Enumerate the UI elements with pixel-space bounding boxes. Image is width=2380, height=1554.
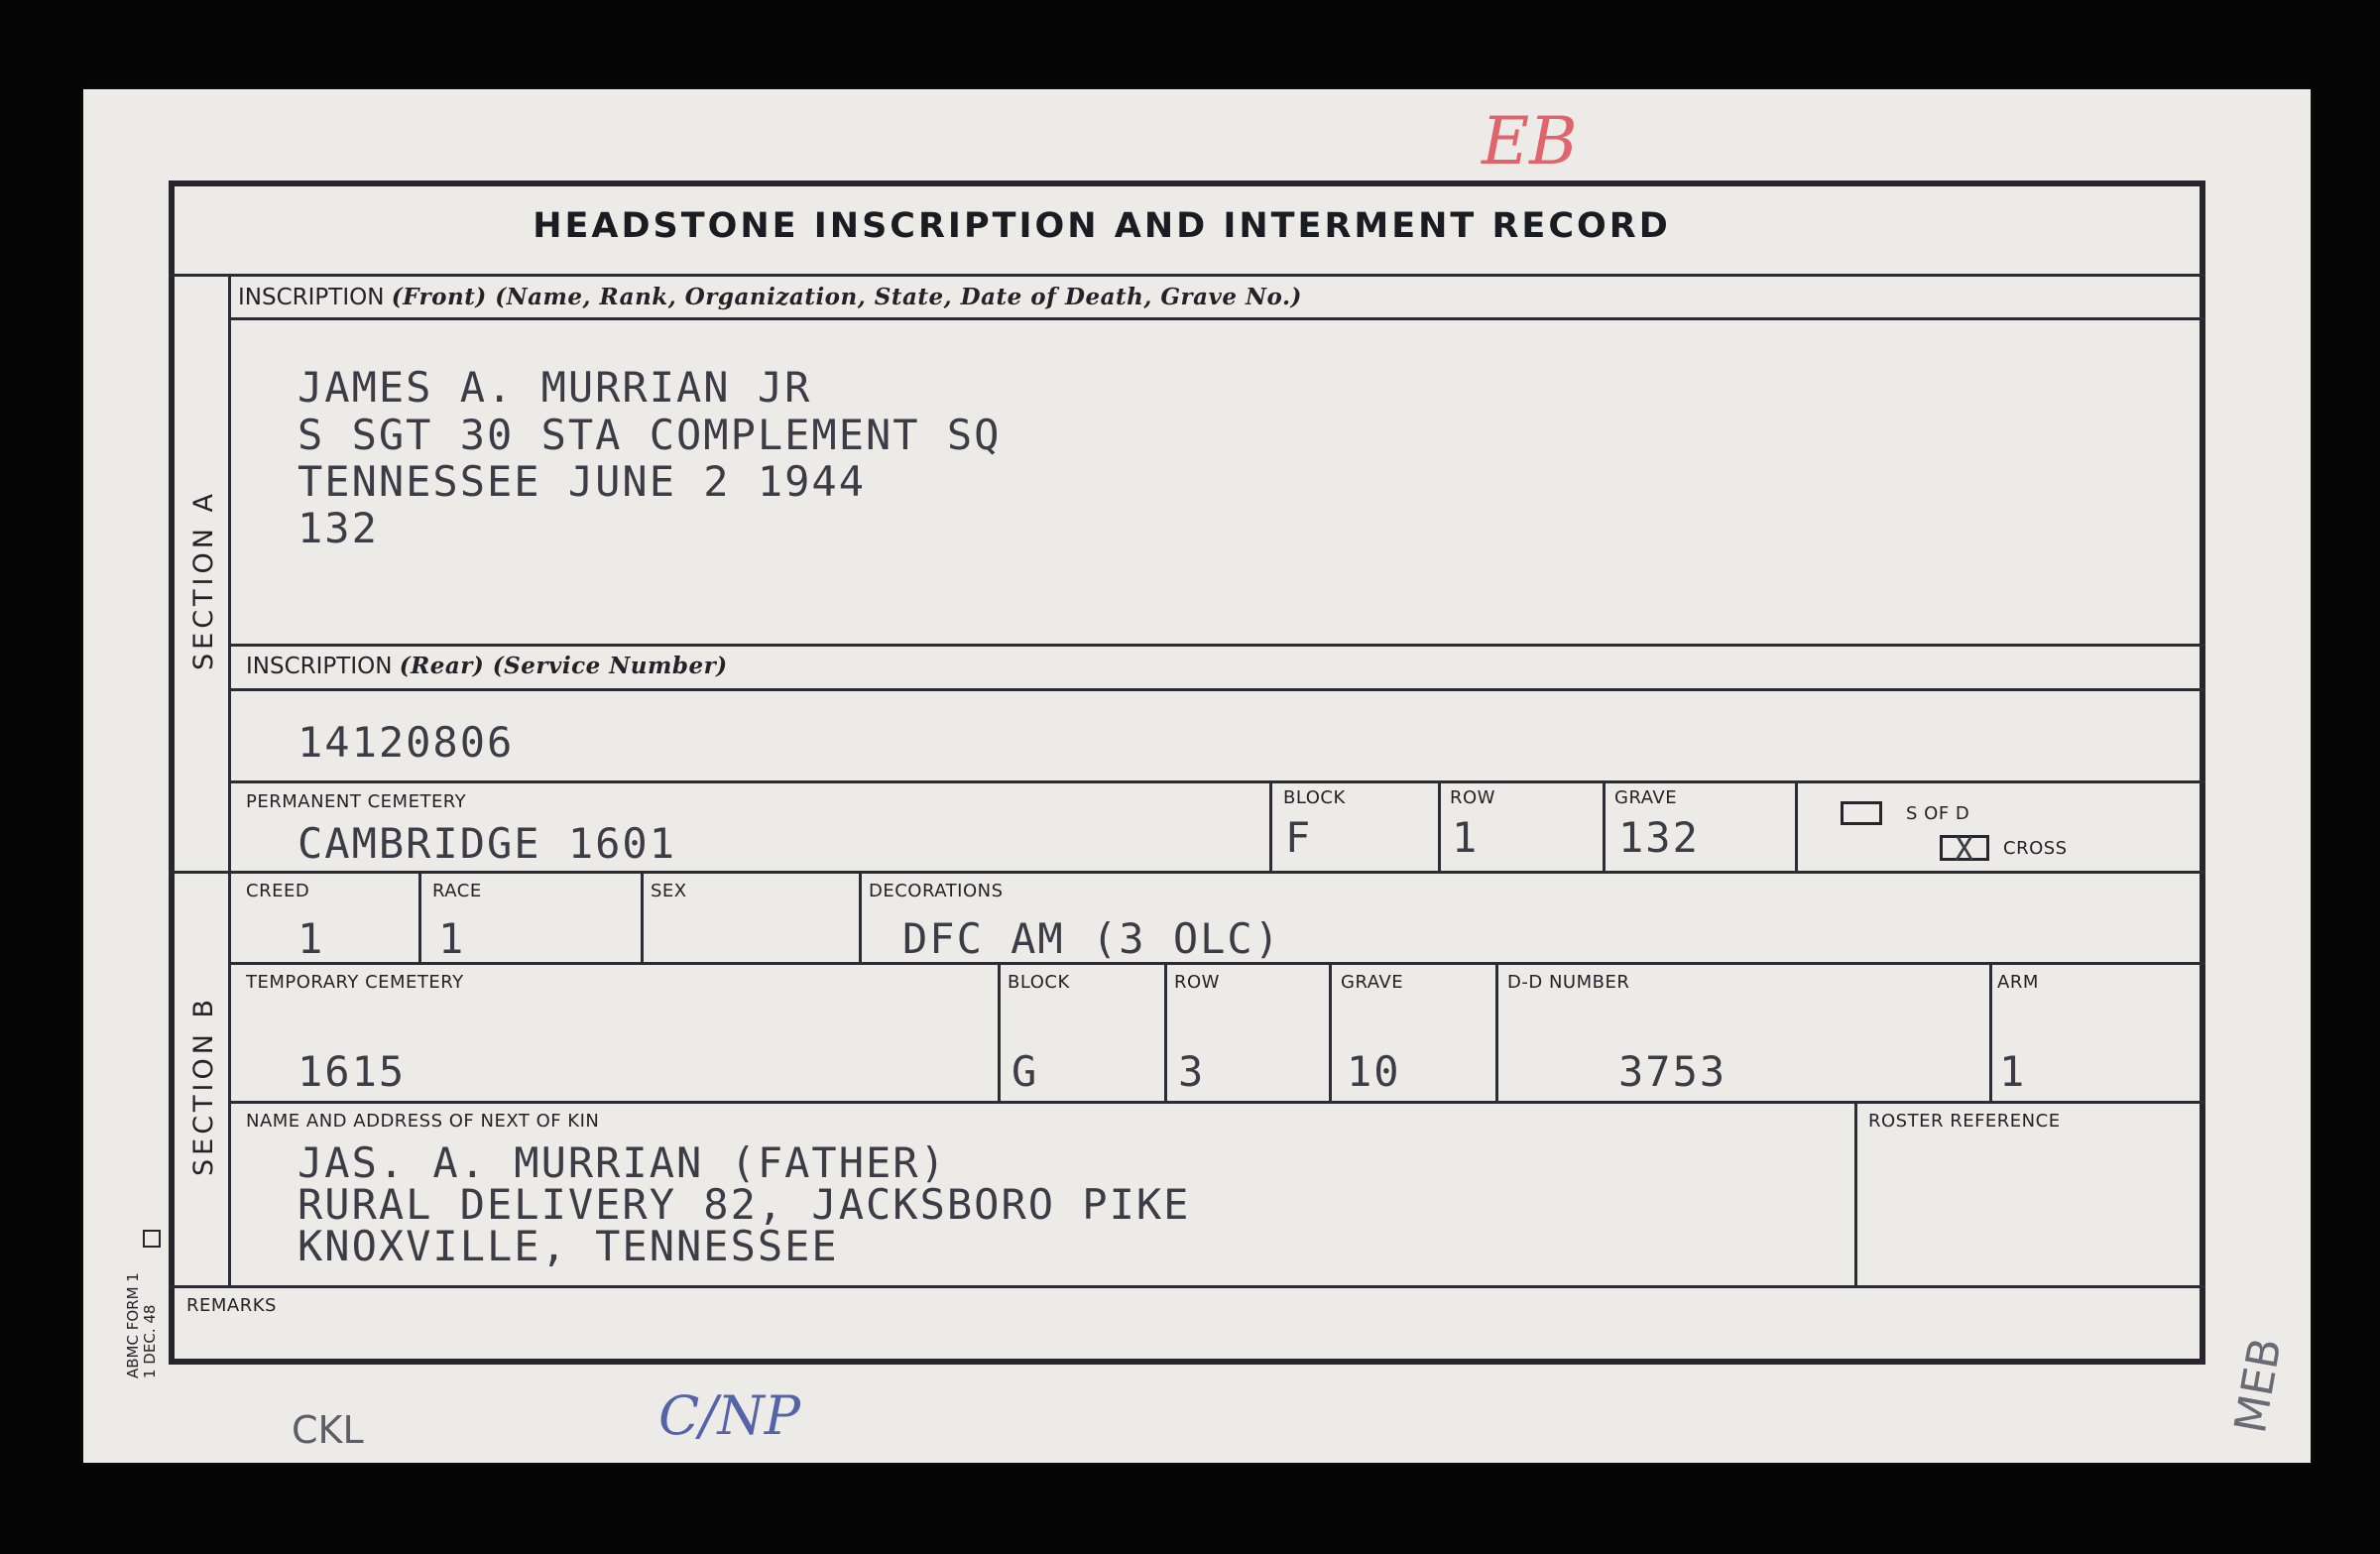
title-divider <box>169 274 2205 277</box>
sex-label: SEX <box>651 881 687 901</box>
remarks-top-divider <box>169 1285 2205 1288</box>
section-a-label: SECTION A <box>188 489 219 670</box>
inscription-rear-label-text: INSCRIPTION <box>246 654 393 679</box>
decorations-value: DFC AM (3 OLC) <box>902 914 1282 963</box>
temporary-row-label: ROW <box>1174 972 1220 993</box>
inscription-front-hint: (Front) (Name, Rank, Organization, State, Date of Death, Grave No.) <box>391 284 1302 310</box>
section-column-divider <box>228 274 231 1287</box>
sex-decorations-divider <box>859 871 862 964</box>
section-b-label: SECTION B <box>188 995 219 1176</box>
next-of-kin-line: JAS. A. MURRIAN (FATHER) <box>298 1138 947 1187</box>
permanent-block-value: F <box>1285 813 1313 862</box>
temporary-cemetery-value: 1615 <box>298 1047 407 1096</box>
blue-pen-annotation: C/NP <box>658 1384 801 1447</box>
ckl-annotation: CKL <box>292 1408 364 1452</box>
temp-block-divider <box>998 962 1001 1103</box>
perm-grave-divider <box>1603 780 1606 873</box>
temporary-cemetery-label: TEMPORARY CEMETERY <box>246 972 464 993</box>
arm-label: ARM <box>1997 972 2039 993</box>
rear-label-divider <box>228 688 2205 691</box>
inscription-rear-hint: (Rear) (Service Number) <box>399 653 728 679</box>
perm-marker-divider <box>1795 780 1798 873</box>
side-margin-annotation: MEB <box>2225 1334 2292 1437</box>
next-of-kin-label: NAME AND ADDRESS OF NEXT OF KIN <box>246 1111 600 1132</box>
permanent-row-value: 1 <box>1452 813 1480 862</box>
permanent-cemetery-label: PERMANENT CEMETERY <box>246 791 467 812</box>
dd-number-label: D-D NUMBER <box>1507 972 1630 993</box>
temporary-block-value: G <box>1012 1047 1039 1096</box>
form-id-line2: 1 DEC. 48 <box>141 1304 159 1378</box>
sofd-label: S OF D <box>1906 803 1970 824</box>
permanent-block-label: BLOCK <box>1283 787 1346 808</box>
roster-reference-label: ROSTER REFERENCE <box>1868 1111 2061 1132</box>
next-of-kin-line: KNOXVILLE, TENNESSEE <box>298 1222 839 1270</box>
permanent-grave-value: 132 <box>1618 813 1700 862</box>
inscription-front-line: 132 <box>298 504 379 552</box>
permanent-grave-label: GRAVE <box>1614 787 1678 808</box>
red-pencil-annotation: EB <box>1482 103 1578 179</box>
roster-divider <box>1854 1101 1857 1287</box>
inscription-rear-label <box>246 653 728 679</box>
arm-value: 1 <box>1999 1047 2027 1096</box>
inscription-front-label <box>238 284 1302 310</box>
inscription-front-line: S SGT 30 STA COMPLEMENT SQ <box>298 411 1002 459</box>
temporary-row-value: 3 <box>1178 1047 1206 1096</box>
form-title: HEADSTONE INSCRIPTION AND INTERMENT RECORD <box>533 206 1671 246</box>
rear-top-divider <box>228 644 2205 647</box>
temp-dd-divider <box>1495 962 1498 1103</box>
cross-check-mark: X <box>1955 830 1974 868</box>
front-label-divider <box>228 317 2205 320</box>
temp-arm-divider <box>1989 962 1992 1103</box>
temporary-block-label: BLOCK <box>1008 972 1070 993</box>
perm-block-divider <box>1269 780 1272 873</box>
inscription-front-line: JAMES A. MURRIAN JR <box>298 363 812 412</box>
kin-top-divider <box>228 1101 2205 1104</box>
creed-race-divider <box>418 871 421 964</box>
perm-row-divider <box>1438 780 1441 873</box>
form-id-line1: ABMC FORM 1 <box>124 1272 142 1378</box>
inscription-front-label-text: INSCRIPTION <box>238 285 385 310</box>
next-of-kin-line: RURAL DELIVERY 82, JACKSBORO PIKE <box>298 1180 1191 1229</box>
creed-value: 1 <box>298 914 325 963</box>
temp-grave-divider <box>1329 962 1332 1103</box>
record-card <box>83 89 2311 1463</box>
permanent-top-divider <box>228 780 2205 783</box>
decorations-label: DECORATIONS <box>869 881 1004 901</box>
sofd-checkbox <box>1841 801 1882 825</box>
race-sex-divider <box>641 871 644 964</box>
race-value: 1 <box>438 914 466 963</box>
cross-checkbox <box>1940 830 1989 868</box>
service-number-value: 14120806 <box>298 718 515 767</box>
dd-number-value: 3753 <box>1618 1047 1727 1096</box>
temporary-grave-value: 10 <box>1347 1047 1401 1096</box>
cross-label: CROSS <box>2003 838 2068 859</box>
temporary-grave-label: GRAVE <box>1341 972 1404 993</box>
form-id-checkbox <box>143 1230 161 1248</box>
form-id <box>125 1272 159 1378</box>
permanent-cemetery-value: CAMBRIDGE 1601 <box>298 819 677 868</box>
creed-label: CREED <box>246 881 310 901</box>
section-divider <box>169 871 2205 874</box>
race-label: RACE <box>432 881 482 901</box>
permanent-row-label: ROW <box>1450 787 1495 808</box>
temp-row-divider <box>1164 962 1167 1103</box>
remarks-label: REMARKS <box>186 1295 277 1316</box>
inscription-front-line: TENNESSEE JUNE 2 1944 <box>298 457 867 506</box>
